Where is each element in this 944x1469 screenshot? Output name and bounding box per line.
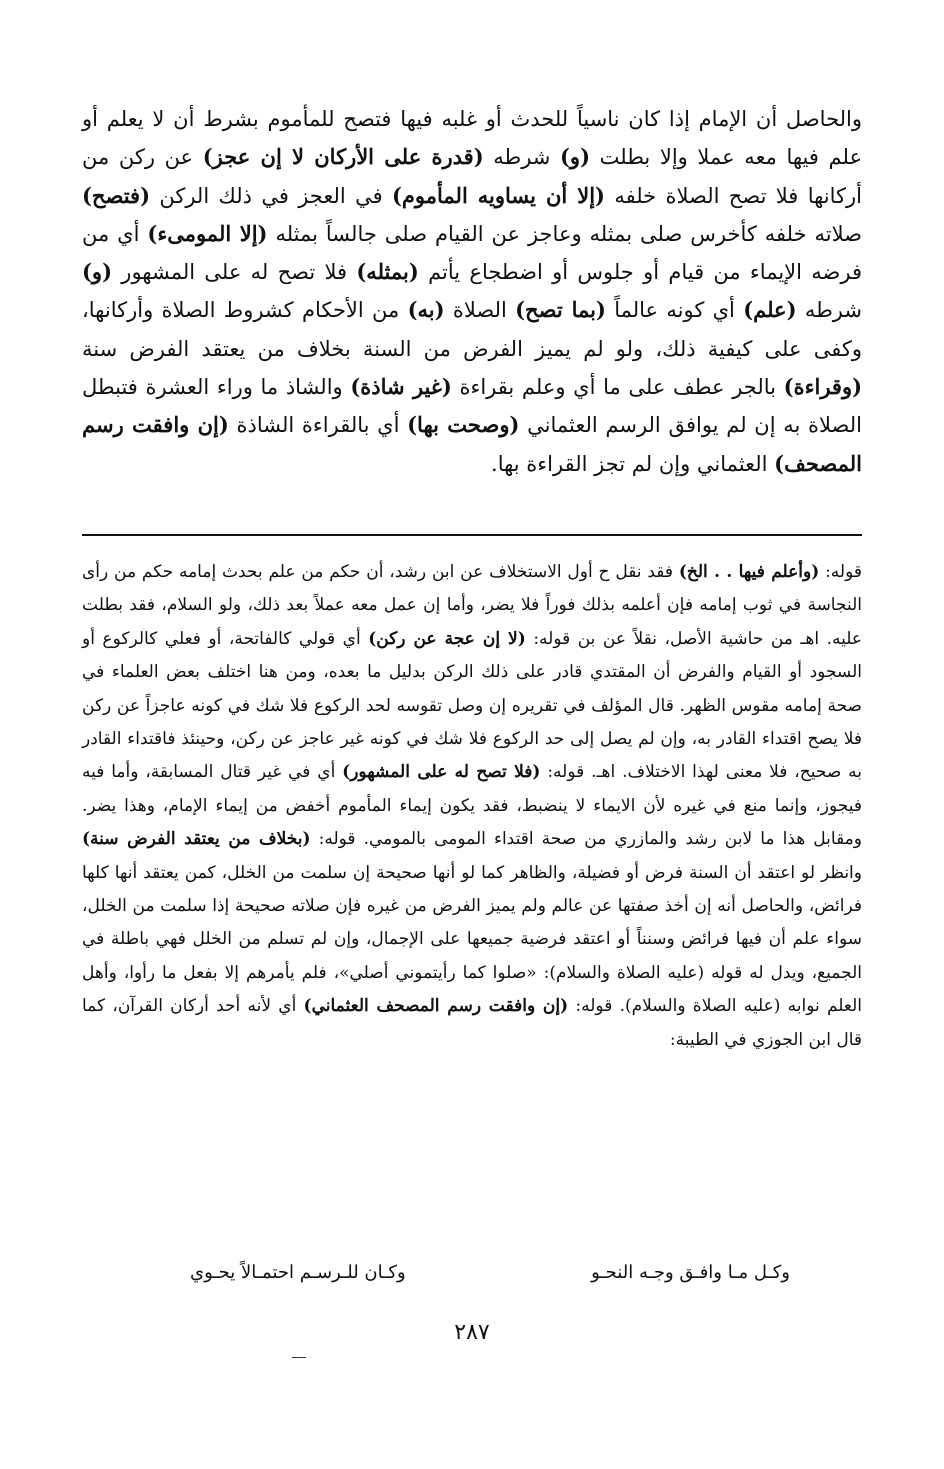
main-paragraph — [82, 100, 862, 483]
text-run: فلا تصح له على المشهور — [112, 260, 357, 285]
verse-first-hemistich: وكـل مـا وافـق وجـه النحـو — [591, 1262, 790, 1283]
bold-term: (فلا تصح له على المشهور) — [342, 762, 541, 783]
text-run: وانظر لو اعتقد أن السنة فرض أو فضيلة، والظاهر كما لو أنها صحيحة إن سلمت من الخلل، كمن يعتقد أنها كلها فرائض، والحاصل أنه إن أخذ صفتها عن عالم ولم يميز الفرض من غيره فإن صلاته صحيحة إذا سلمت من الخلل، سواء علم أن فيها فرائض وسنناً أو اعتقد فرضية جميعها على الإجمال، وإن لم تسلم من الخلل فهي باطلة في الجميع، ويدل له قوله (عليه الصلاة والسلام): «صلوا كما رأيتموني أصلي»، فلم يأمرهم إلا بفعل ما رأوا، وأهل العلم نوابه (عليه الصلاة والسلام). قوله: — [82, 862, 862, 1017]
text-run: من الأحكام كشروط الصلاة وأركانها، وكفى على كيفية ذلك، ولو لم يميز الفرض من السنة بخلاف من يعتقد الفرض سنة — [82, 298, 862, 361]
text-run: قوله: — [819, 562, 863, 582]
bold-term: (إلا المومىء) — [147, 220, 268, 246]
bold-term: (بخلاف من يعتقد الفرض سنة) — [82, 829, 311, 850]
text-run: أي لأنه أحد أركان القرآن، كما قال ابن الجوزي في الطيبة: — [82, 996, 862, 1050]
bold-term: (غير شاذة) — [350, 374, 452, 400]
text-run: أي قولي كالفاتحة، أو فعلي كالركوع أو السجود أو القيام والفرض أن المقتدي قادر على ذلك الركن بدليل ما بعده، ومن هنا اختلف بعض العلماء في صحة إمامه مقوس الظهر. قال المؤلف في تقريره إن وصل تقوسه لحد الركوع فلا شك في كونه عاجزاً عن ركن فلا يصح اقتداء القادر به، وإن لم يصل إلى حد الركوع فلا شك في كونه غير عاجز عن ركن، وحينئذ فاقتداء القادر به صحيح، فلا معنى لهذا الاختلاف. اهـ. قوله: — [82, 628, 863, 783]
text-run: شرطه — [796, 298, 862, 323]
bold-term: (و) — [560, 144, 591, 170]
main-text — [82, 100, 862, 483]
footnote-paragraph — [82, 556, 862, 1057]
bold-term: (قدرة على الأركان لا إن عجز) — [202, 144, 484, 170]
text-run: والشاذ ما وراء العشرة فتبطل الصلاة به إن لم يوافق الرسم العثماني — [82, 375, 862, 438]
signature-mark — [292, 1357, 306, 1358]
text-run: في العجز في ذلك الركن — [150, 183, 392, 208]
bold-term: (إن وافقت رسم المصحف) — [82, 412, 862, 476]
text-run: العثماني وإن لم تجز القراءة بها. — [491, 451, 775, 476]
text-run: الصلاة — [444, 298, 516, 323]
text-run: أي في غير قتال المسابقة، وأما فيه فيجوز، وإنما منع في غيره لأن الايماء لا ينضبط، فقد يكون إيماء المأموم أخفض من إيماء الإمام، وهذا يضر. ومقابل هذا ما لابن رشد والمازري من صحة اقتداء المومى بالمومي. قوله: — [82, 762, 862, 850]
bold-term: (وقراءة) — [783, 374, 863, 400]
bold-term: (إلا أن يساويه المأموم) — [391, 182, 605, 208]
text-run: أي من فرضه الإيماء من قيام أو جلوس أو اضطجاع يأتم — [82, 221, 863, 285]
footnote-separator — [82, 534, 862, 536]
bold-term: (إن وافقت رسم المصحف العثماني) — [303, 996, 569, 1017]
bold-term: (لا إن عجة عن ركن) — [368, 628, 526, 649]
bold-term: (وأعلم فيها . . الخ) — [678, 562, 820, 582]
bold-term: (فتصح) — [82, 182, 151, 208]
text-run: بالجر عطف على ما أي وعلم بقراءة — [451, 375, 784, 400]
text-run: أي كونه عالماً — [605, 298, 744, 323]
poetry-verse — [150, 1262, 790, 1296]
footnotes — [82, 556, 862, 1057]
text-run: صلاته خلفه كأخرس صلى بمثله وعاجز عن القيام صلى جالساً بمثله — [267, 221, 863, 246]
bold-term: (وصحت بها) — [407, 412, 520, 438]
bold-term: (بمثله) — [356, 259, 419, 285]
page-number: ٢٨٧ — [454, 1320, 490, 1345]
text-run: فقد نقل ح أول الاستخلاف عن ابن رشد، أن حكم من علم بحدث إمامه حكم من رأى النجاسة في ثوب إمامه فإن أعلمه بذلك فوراً فلا يضر، وأما إن عمل معه عملاً بعد ذلك، ولو السلام، فقد بطلت عليه. اهـ من حاشية الأصل، نقلاً عن بن قوله: — [82, 562, 863, 649]
text-run: أي بالقراءة الشاذة — [228, 413, 408, 438]
bold-term: (و) — [82, 259, 113, 285]
bold-term: (بما تصح) — [515, 297, 606, 323]
text-run: شرطه — [483, 145, 560, 170]
bold-term: (به) — [407, 297, 445, 323]
text-run: عن ركن من أركانها فلا تصح الصلاة خلفه — [82, 145, 862, 208]
verse-second-hemistich: وكـان للـرسـم احتمـالاً يحـوي — [190, 1262, 406, 1283]
bold-term: (علم) — [743, 297, 797, 323]
text-run: والحاصل أن الإمام إذا كان ناسياً للحدث أو غلبه فيها فتصح للمأموم بشرط أن لا يعلم أو علم فيها معه عملا وإلا بطلت — [82, 107, 862, 170]
